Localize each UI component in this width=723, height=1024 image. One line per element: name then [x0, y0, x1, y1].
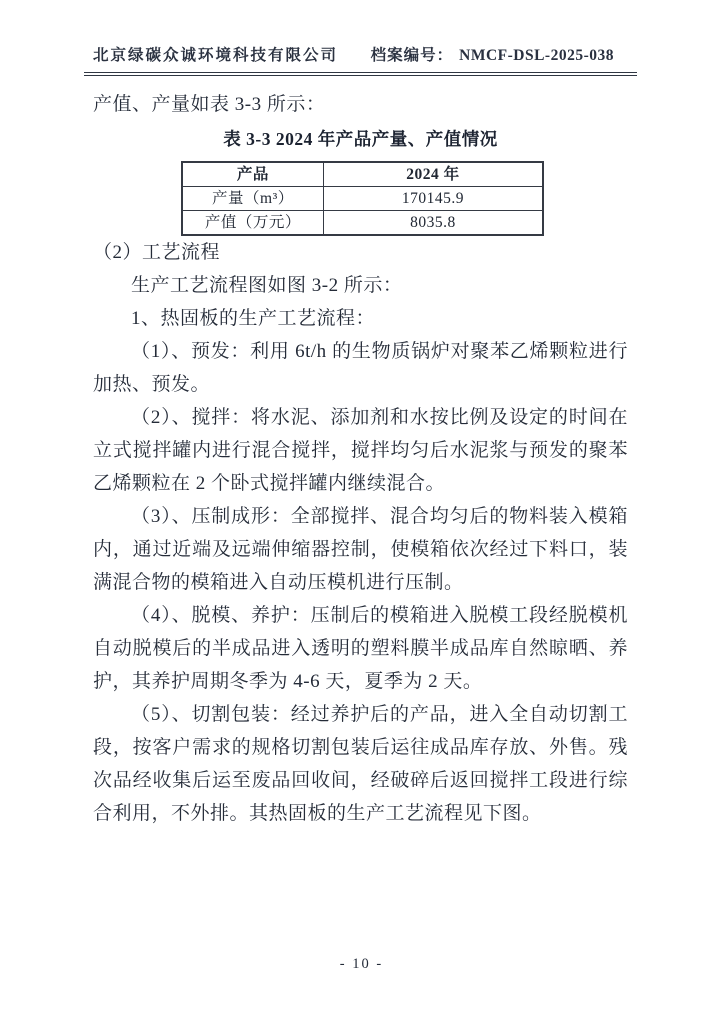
step-paragraph-3: （3）、压制成形：全部搅拌、混合均匀后的物料装入模箱内，通过近端及远端伸缩器控制，使模箱依次经过下料口，装满混合物的模箱进入自动压模机进行压制。 [93, 506, 628, 593]
archive-label: 档案编号： [370, 47, 454, 64]
row-output-value: 170145.9 [323, 187, 543, 211]
step-paragraph-1: （1）、预发：利用 6t/h 的生物质锅炉对聚苯乙烯颗粒进行加热、预发。 [93, 341, 628, 395]
company-name: 北京绿碳众诚环境科技有限公司 [93, 47, 339, 64]
page-content [0, 46, 723, 830]
archive-info [371, 46, 628, 66]
row-value-label: 产值（万元） [182, 211, 323, 236]
row-output-label: 产量（m³） [182, 187, 323, 211]
page-header [93, 46, 628, 66]
page-number: - 10 - [339, 956, 384, 972]
header-divider [84, 72, 637, 76]
process-heading: 1、热固板的生产工艺流程： [131, 308, 376, 329]
table-header-row [182, 162, 543, 187]
flow-intro: 生产工艺流程图如图 3-2 所示： [131, 275, 403, 296]
table-caption: 表 3-3 2024 年产品产量、产值情况 [223, 129, 498, 149]
table-header-product: 产品 [182, 162, 323, 187]
table-row [182, 211, 543, 236]
step-paragraph-4: （4）、脱模、养护：压制后的模箱进入脱模工段经脱模机自动脱模后的半成品进入透明的塑料膜半成品库自然晾晒、养护，其养护周期冬季为 4-6 天，夏季为 2 天。 [93, 605, 628, 692]
intro-paragraph: 产值、产量如表 3-3 所示： [93, 94, 326, 115]
row-value-value: 8035.8 [323, 211, 543, 236]
step-paragraph-5: （5）、切割包装：经过养护后的产品，进入全自动切割工段，按客户需求的规格切割包装后运往成品库存放、外售。残次品经收集后运至废品回收间，经破碎后返回搅拌工段进行综合利用，不外排。其热固板的生产工艺流程见下图。 [93, 704, 628, 824]
table-row [182, 187, 543, 211]
step-paragraph-2: （2）、搅拌：将水泥、添加剂和水按比例及设定的时间在立式搅拌罐内进行混合搅拌，搅拌均匀后水泥浆与预发的聚苯乙烯颗粒在 2 个卧式搅拌罐内继续混合。 [93, 407, 628, 494]
table-header-year: 2024 年 [323, 162, 543, 187]
production-table [181, 161, 544, 236]
section-heading: （2）工艺流程 [93, 242, 221, 263]
archive-number: NMCF-DSL-2025-038 [459, 47, 614, 64]
